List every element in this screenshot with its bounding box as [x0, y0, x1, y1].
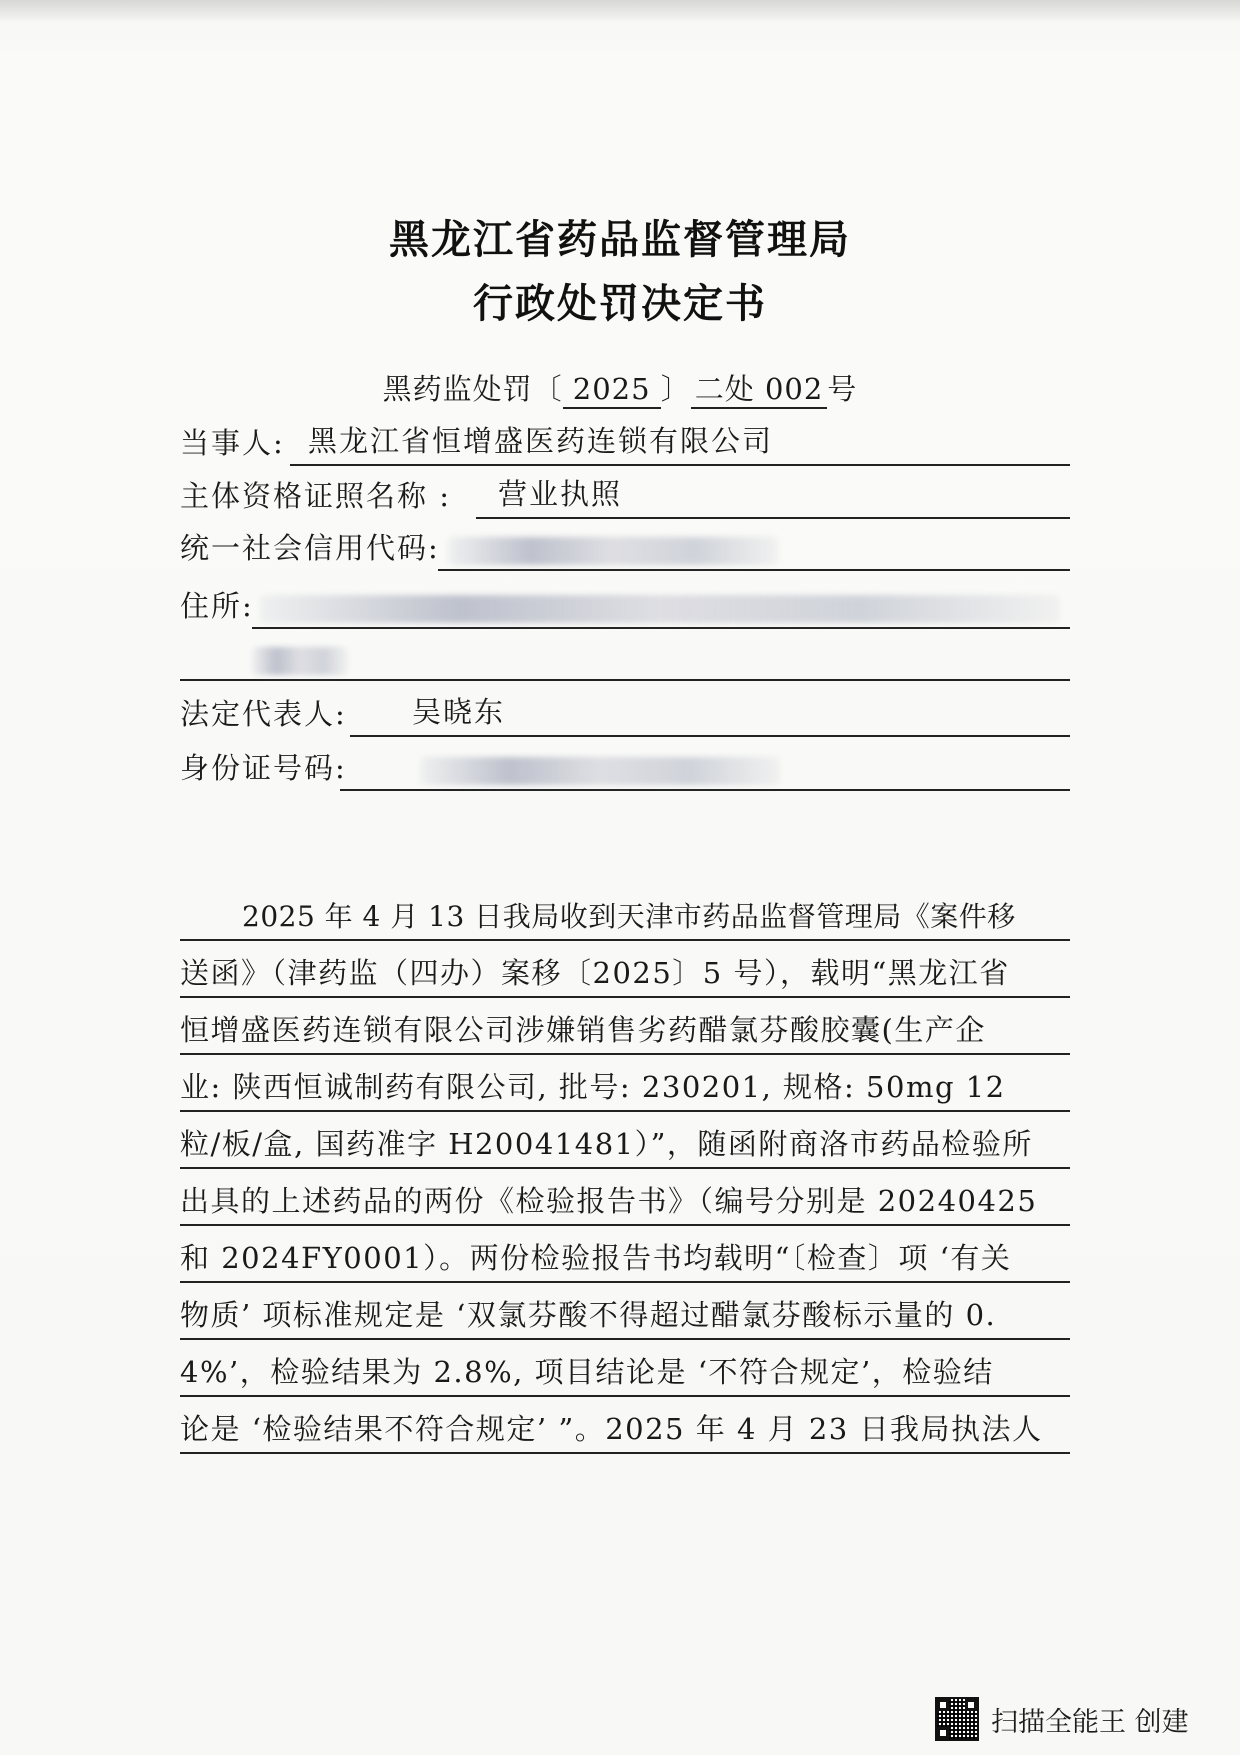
scan-top-edge: [0, 0, 1240, 22]
id-number-redacted: [420, 757, 780, 785]
body-line: 和 2024FY0001）。两份检验报告书均载明“〔检查〕项 ‘有关: [180, 1226, 1070, 1283]
document-title-authority: 黑龙江省药品监督管理局: [389, 217, 851, 263]
qr-code-icon: [935, 1697, 979, 1741]
party-value: 黑龙江省恒增盛医药连锁有限公司: [308, 424, 774, 458]
docno-office: 二处: [694, 372, 755, 406]
address-redacted: [260, 595, 1060, 623]
body-line: 物质’ 项标准规定是 ‘双氯芬酸不得超过醋氯芬酸标示量的 0.: [180, 1283, 1070, 1340]
license-underline: [476, 517, 1070, 519]
body-line: 论是 ‘检验结果不符合规定’ ”。2025 年 4 月 23 日我局执法人: [180, 1397, 1070, 1454]
id-number-label: 身份证号码:: [180, 751, 347, 785]
address-redacted-2: [252, 647, 348, 675]
docno-serial: 002: [764, 372, 824, 406]
body-line: 恒增盛医药连锁有限公司涉嫌销售劣药醋氯芬酸胶囊(生产企: [180, 998, 1070, 1055]
field-party: [180, 422, 1070, 466]
docno-prefix: 黑药监处罚〔: [382, 372, 563, 406]
license-label: 主体资格证照名称 :: [180, 479, 451, 513]
document-title-type: 行政处罚决定书: [473, 281, 767, 327]
address-label: 住所:: [180, 589, 254, 623]
docno-suffix: 号: [827, 372, 858, 406]
field-license: [180, 475, 1070, 519]
field-id-number: [180, 747, 1070, 791]
body-line: 送函》（津药监（四办）案移〔2025〕5 号），载明“黑龙江省: [180, 941, 1070, 998]
credit-code-label: 统一社会信用代码:: [180, 531, 440, 565]
field-address: [180, 585, 1070, 629]
body-line: 业: 陕西恒诚制药有限公司, 批号: 230201, 规格: 50mg 12: [180, 1055, 1070, 1112]
field-address-cont: [180, 637, 1070, 681]
license-value: 营业执照: [498, 477, 623, 511]
body-line: 出具的上述药品的两份《检验报告书》（编号分别是 20240425: [180, 1169, 1070, 1226]
credit-code-redacted: [448, 537, 778, 565]
party-underline: [290, 464, 1070, 466]
address-underline-2: [180, 679, 1070, 681]
scanner-watermark: [935, 1694, 1225, 1744]
field-legal-rep: [180, 693, 1070, 737]
body-line: 4%’，检验结果为 2.8%, 项目结论是 ‘不符合规定’，检验结: [180, 1340, 1070, 1397]
body-line: 粒/板/盒, 国药准字 H20041481）”，随函附商洛市药品检验所: [180, 1112, 1070, 1169]
legal-rep-underline: [350, 735, 1070, 737]
id-number-underline: [340, 789, 1070, 791]
decision-body: [180, 884, 1070, 1454]
document-number: [0, 367, 1240, 409]
field-credit-code: [180, 527, 1070, 571]
legal-rep-label: 法定代表人:: [180, 697, 347, 731]
docno-middle: 〕: [660, 372, 691, 406]
credit-code-underline: [438, 569, 1070, 571]
docno-year: 2025: [563, 371, 661, 409]
address-underline: [252, 627, 1070, 629]
docno-office-serial: [691, 371, 828, 409]
body-line: 2025 年 4 月 13 日我局收到天津市药品监督管理局《案件移: [180, 884, 1070, 941]
scanner-app-label: 扫描全能王 创建: [991, 1706, 1189, 1738]
legal-rep-value: 吴晓东: [412, 695, 506, 729]
party-label: 当事人:: [180, 426, 285, 460]
